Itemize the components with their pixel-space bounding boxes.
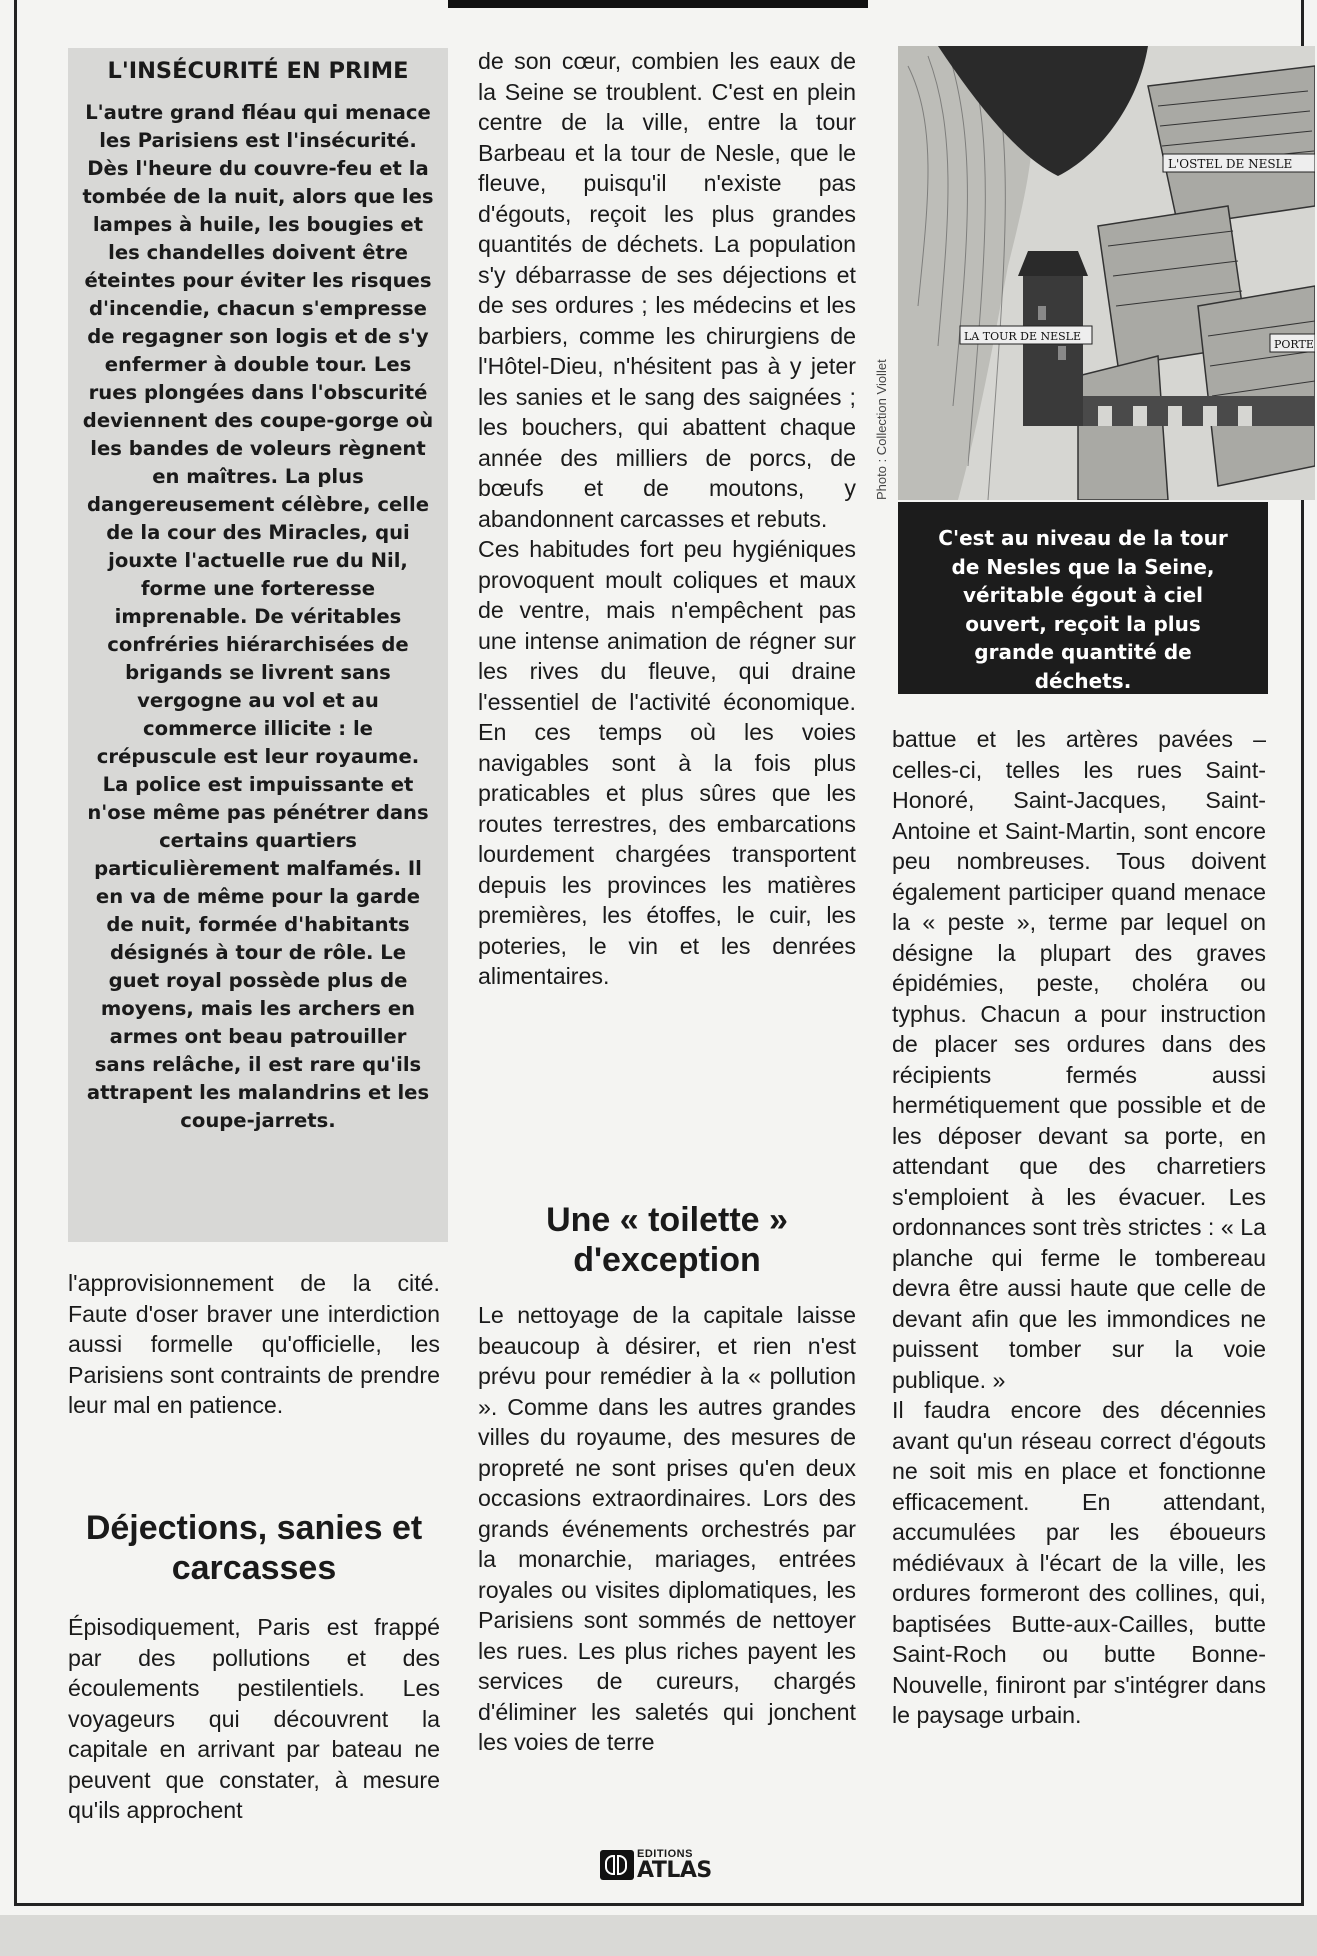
logo-big-text: ATLAS <box>637 1857 712 1883</box>
label-tour: LA TOUR DE NESLE <box>964 330 1082 343</box>
column-3-paragraph-2: Il faudra encore des décennies avant qu'un réseau correct d'égouts ne soit mis en place et fonctionne efficacement. En attendant, accumulées par les éboueurs médiévaux à l'écart de la ville, les ordures formeront des collines, qui, baptisées Butte-aux-Cailles, butte Saint-Roch ou butte Bonne-Nouvelle, finiront par s'intégrer dans le paysage urbain. <box>892 1397 1266 1728</box>
heading-dejections: Déjections, sanies et carcasses <box>85 1509 423 1587</box>
column-2-paragraph-1: de son cœur, combien les eaux de la Seine se troublent. C'est en plein centre de la ville, entre la tour Barbeau et la tour de Nesle, que le fleuve, puisqu'il n'existe pas d'égouts, reçoit les plus grandes quantités de déchets. La population s'y débarrasse de ses déjections et de ses ordures ; les médecins et les barbiers, comme les chirurgiens de l'Hôtel-Dieu, n'hésitent pas à y jeter les sanies et le sang des saignées ; les bouchers, qui abattent chaque année des milliers de porcs, de bœufs et de moutons, y abandonnent carcasses et rebuts. <box>478 48 856 532</box>
column-2-paragraph-2: Ces habitudes fort peu hygiéniques provoquent moult coliques et maux de ventre, mais n'empêchent pas une intense animation de régner sur les rives du fleuve, qui draine l'essentiel de l'activité économique. En ces temps où les voies navigables sont à la fois plus praticables et plus sûres que les routes terrestres, des embarcations lourdement chargées transportent depuis les provinces les matières premières, les étoffes, le cuir, les poteries, le vin et les denrées alimentaires. <box>478 536 856 989</box>
atlas-logo-icon <box>600 1850 634 1880</box>
column-3-paragraph-1: battue et les artères pavées – celles-ci, telles les rues Saint-Honoré, Saint-Jacques, Saint-Antoine et Saint-Martin, sont encore peu nombreuses. Tous doivent également participer quand menace la « peste », terme par lequel on désigne la plupart des graves épidémies, peste, choléra ou typhus. Chacun a pour instruction de placer ses ordures dans des récipients fermés aussi hermétiquement que possible et de les déposer devant sa porte, en attendant que des charretiers s'emploient à les évacuer. Les ordonnances sont très strictes : « La planche qui ferme le tombereau devra être aussi haute que celle de devant afin que les immondices ne puissent tomber sur la voie publique. » <box>892 726 1266 1393</box>
bottom-strip <box>0 1915 1317 1956</box>
column-2-bottom <box>478 1300 856 1758</box>
column-2-top <box>478 46 856 992</box>
heading-toilette: Une « toilette » d'exception <box>546 1201 788 1279</box>
column-2-paragraph-3: Le nettoyage de la capitale laisse beaucoup à désirer, et rien n'est prévu pour remédier à la « pollution ». Comme dans les autres grandes villes du royaume, des mesures de propreté ne sont prises qu'en deux occasions extraordinaires. Lors des grands événements orchestrés par la monarchie, mariages, entrées royales ou visites diplomatiques, les Parisiens sont sommés de nettoyer les rues. Les plus riches payent les services de cureurs, chargés d'éliminer les saletés qui jonchent les voies de terre <box>478 1302 856 1755</box>
engraving-illustration <box>898 46 1315 500</box>
column-1-intro <box>68 1268 440 1421</box>
sidebar-box <box>68 48 448 1242</box>
photo-credit-text: Photo : Collection Viollet <box>874 359 889 500</box>
engraving-drawing <box>898 46 1315 500</box>
column-3 <box>892 724 1266 1731</box>
image-caption: C'est au niveau de la tour de Nesles que la Seine, véritable égout à ciel ouvert, reçoit la plus grande quantité de déchets. <box>898 502 1268 694</box>
label-hostel: L'OSTEL DE NESLE <box>1168 157 1293 171</box>
sidebar-title: L'INSÉCURITÉ EN PRIME <box>107 58 409 84</box>
logo-small-text: EDITIONS <box>637 1847 693 1860</box>
editions-atlas-logo <box>600 1848 722 1882</box>
top-tab <box>448 0 868 8</box>
column-1-body <box>68 1612 440 1826</box>
label-porte: PORTE <box>1274 338 1314 351</box>
column-1-paragraph: Épisodiquement, Paris est frappé par des pollutions et des écoulements pestilentiels. Les voyageurs qui découvrent la capitale en arrivant par bateau ne peuvent que constater, à mesure qu'ils approchent <box>68 1614 440 1823</box>
column-1-intro-text: l'approvisionnement de la cité. Faute d'oser braver une interdiction aussi formelle qu'officielle, les Parisiens sont contraints de prendre leur mal en patience. <box>68 1270 440 1418</box>
sidebar-body: L'autre grand fléau qui menace les Parisiens est l'insécurité. Dès l'heure du couvre-feu et la tombée de la nuit, alors que les lampes à huile, les bougies et les chandelles doivent être éteintes pour éviter les risques d'incendie, chacun s'empresse de regagner son logis et de s'y enfermer à double tour. Les rues plongées dans l'obscurité deviennent des coupe-gorge où les bandes de voleurs règnent en maîtres. La plus dangereusement célèbre, celle de la cour des Miracles, qui jouxte l'actuelle rue du Nil, forme une forteresse imprenable. De véritables confréries hiérarchisées de brigands se livrent sans vergogne au vol et au commerce illicite : le crépuscule est leur royaume. La police est impuissante et n'ose même pas pénétrer dans certains quartiers particulièrement malfamés. Il en va de même pour la garde de nuit, formée d'habitants désignés à tour de rôle. Le guet royal possède plus de moyens, mais les archers en armes ont beau patrouiller sans relâche, il est rare qu'ils attrapent les malandrins et les coupe-jarrets. <box>82 101 434 1132</box>
